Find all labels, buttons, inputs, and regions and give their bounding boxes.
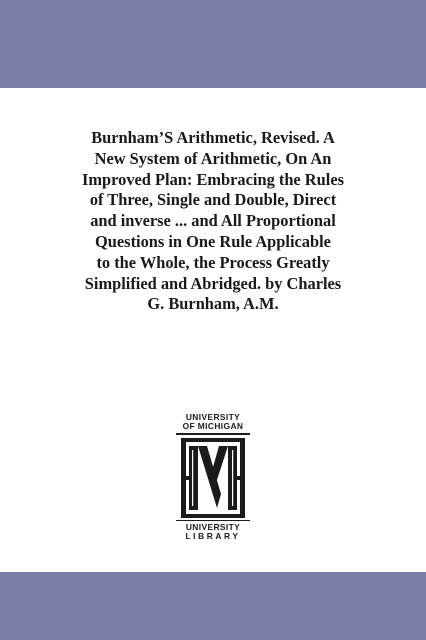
university-seal-icon	[181, 438, 245, 518]
university-library-logo	[172, 413, 254, 563]
logo-rule	[176, 520, 250, 522]
logo-text-of-michigan: OF MICHIGAN	[182, 421, 244, 431]
title-line: of Three, Single and Double, Direct	[89, 190, 337, 210]
title-line: Improved Plan: Embracing the Rules	[82, 169, 344, 189]
title-line: G. Burnham, A.M.	[147, 294, 279, 314]
title-line: and inverse ... and All Proportional	[90, 211, 336, 231]
logo-rule	[176, 433, 250, 435]
logo-text-university-bottom: UNIVERSITY	[185, 522, 241, 532]
title-line: Questions in One Rule Applicable	[95, 231, 331, 251]
logo-text-library: LIBRARY	[185, 531, 241, 541]
title-line: Burnham’S Arithmetic, Revised. A	[91, 128, 335, 147]
bottom-color-band	[0, 572, 426, 640]
title-line: New System of Arithmetic, On An	[94, 148, 332, 168]
title-line: to the Whole, the Process Greatly	[96, 252, 330, 272]
top-color-band	[0, 0, 426, 88]
logo-text-university: UNIVERSITY	[185, 412, 241, 422]
book-title	[30, 128, 396, 315]
title-line: Simplified and Abridged. by Charles	[84, 273, 342, 293]
cover-page	[0, 88, 426, 572]
